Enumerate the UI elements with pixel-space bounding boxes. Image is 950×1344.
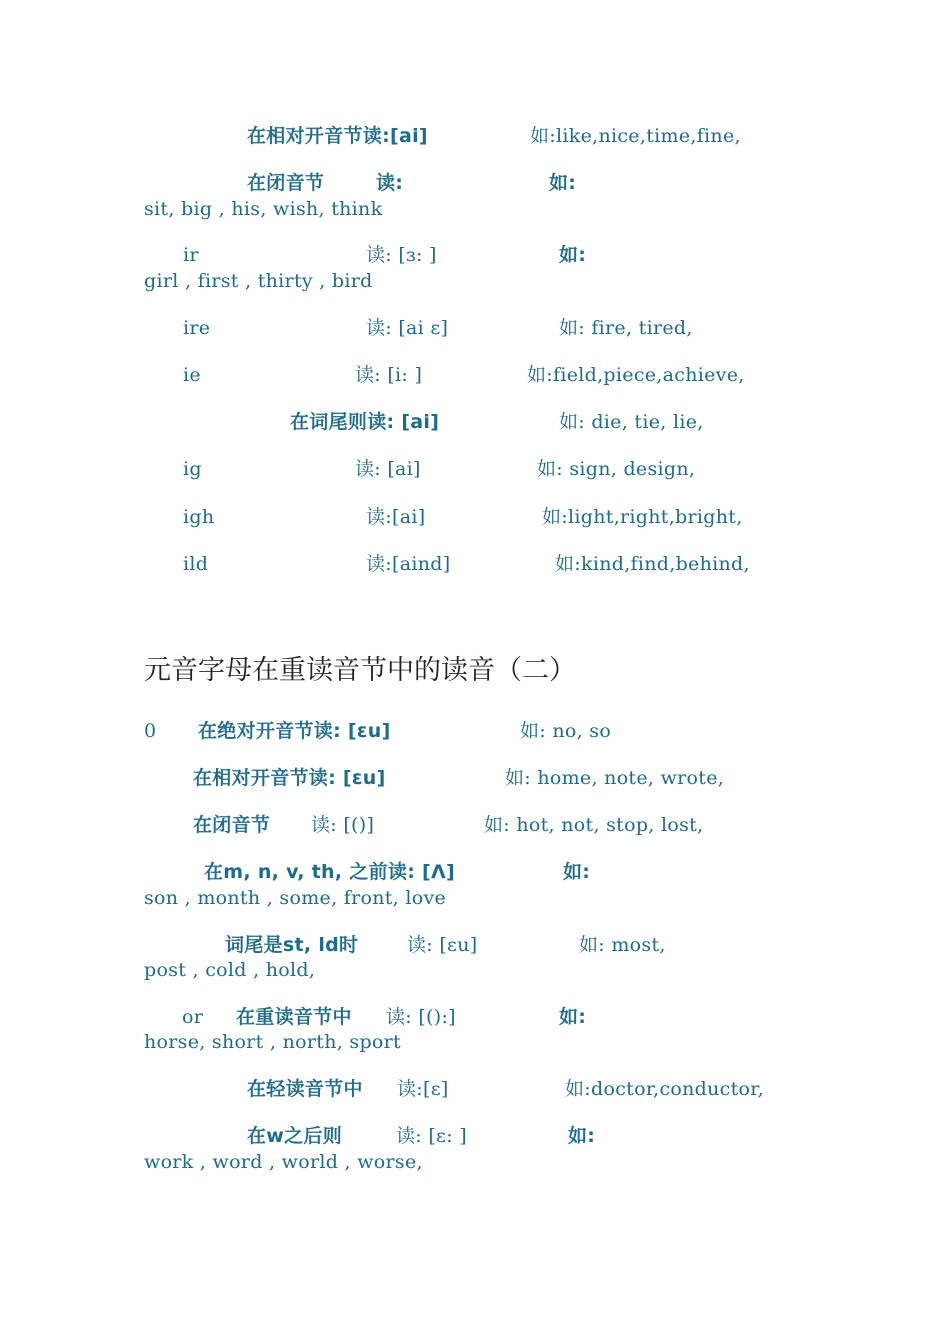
rule-word-end: 在词尾则读: [ai]: [290, 411, 440, 433]
section-heading: 元音字母在重读音节中的读音（二）: [144, 655, 576, 686]
letter-or: or: [182, 1006, 204, 1028]
example-label-o-before: 如:: [563, 861, 591, 883]
example-ie: 如:field,piece,achieve,: [527, 364, 745, 386]
example-ild: 如:kind,find,behind,: [555, 553, 750, 575]
rule-line-1: 在相对开音节读:[ai]: [247, 125, 428, 147]
rule-o-closed: 在闭音节: [193, 814, 271, 836]
example-igh: 如:light,right,bright,: [542, 506, 743, 528]
example-word-end: 如: die, tie, lie,: [559, 411, 704, 433]
example-ig: 如: sign, design,: [537, 458, 696, 480]
rule-read-2: 读:: [376, 172, 404, 194]
example-o-relative-open: 如: home, note, wrote,: [505, 767, 725, 789]
rule-or-unstressed: 在轻读音节中: [247, 1078, 363, 1100]
read-o-closed: 读: [()]: [311, 814, 375, 836]
rule-example-label-2: 如:: [549, 172, 577, 194]
rule-examples-1: 如:like,nice,time,fine,: [530, 125, 741, 147]
example-or-unstressed: 如:doctor,conductor,: [565, 1078, 764, 1100]
rule-o-before-consonants: 在m, n, v, th, 之前读: [Λ]: [204, 861, 455, 883]
example-words-o-word-end: post , cold , hold,: [144, 959, 316, 981]
read-ir: 读: [ɜ: ]: [366, 244, 437, 266]
letter-ie: ie: [183, 364, 201, 386]
letter-o: 0: [144, 720, 157, 742]
example-o-word-end: 如: most,: [579, 934, 666, 956]
example-words-2: sit, big , his, wish, think: [144, 198, 383, 220]
rule-o-open: 在绝对开音节读: [ɛu]: [198, 720, 391, 742]
letter-ild: ild: [183, 553, 209, 575]
rule-o-word-end: 词尾是st, ld时: [225, 934, 359, 956]
example-words-or-after-w: work , word , world , worse,: [144, 1151, 423, 1173]
read-o-word-end: 读: [ɛu]: [407, 934, 478, 956]
read-ie: 读: [i: ]: [355, 364, 423, 386]
read-or-stressed: 读: [():]: [386, 1006, 456, 1028]
rule-line-2: 在闭音节: [247, 172, 325, 194]
example-words-ir: girl , first , thirty , bird: [144, 270, 373, 292]
example-label-or: 如:: [559, 1006, 587, 1028]
rule-or-stressed: 在重读音节中: [236, 1006, 352, 1028]
rule-or-after-w: 在w之后则: [247, 1125, 343, 1147]
example-o-open: 如: no, so: [520, 720, 612, 742]
read-ig: 读: [ai]: [355, 458, 421, 480]
example-words-or: horse, short , north, sport: [144, 1031, 401, 1053]
example-label-ir: 如:: [559, 244, 587, 266]
read-ire: 读: [ai ɛ]: [366, 317, 449, 339]
read-or-unstressed: 读:[ɛ]: [397, 1078, 449, 1100]
example-label-or-after-w: 如:: [568, 1125, 596, 1147]
example-o-closed: 如: hot, not, stop, lost,: [484, 814, 704, 836]
example-words-o-before: son , month , some, front, love: [144, 887, 447, 909]
letter-ire: ire: [183, 317, 211, 339]
letter-ir: ir: [183, 244, 199, 266]
rule-o-relative-open: 在相对开音节读: [ɛu]: [193, 767, 386, 789]
example-ire: 如: fire, tired,: [559, 317, 693, 339]
letter-igh: igh: [183, 506, 215, 528]
letter-ig: ig: [183, 458, 202, 480]
read-or-after-w: 读: [ɛ: ]: [396, 1125, 467, 1147]
read-igh: 读:[ai]: [366, 506, 426, 528]
read-ild: 读:[aind]: [366, 553, 451, 575]
